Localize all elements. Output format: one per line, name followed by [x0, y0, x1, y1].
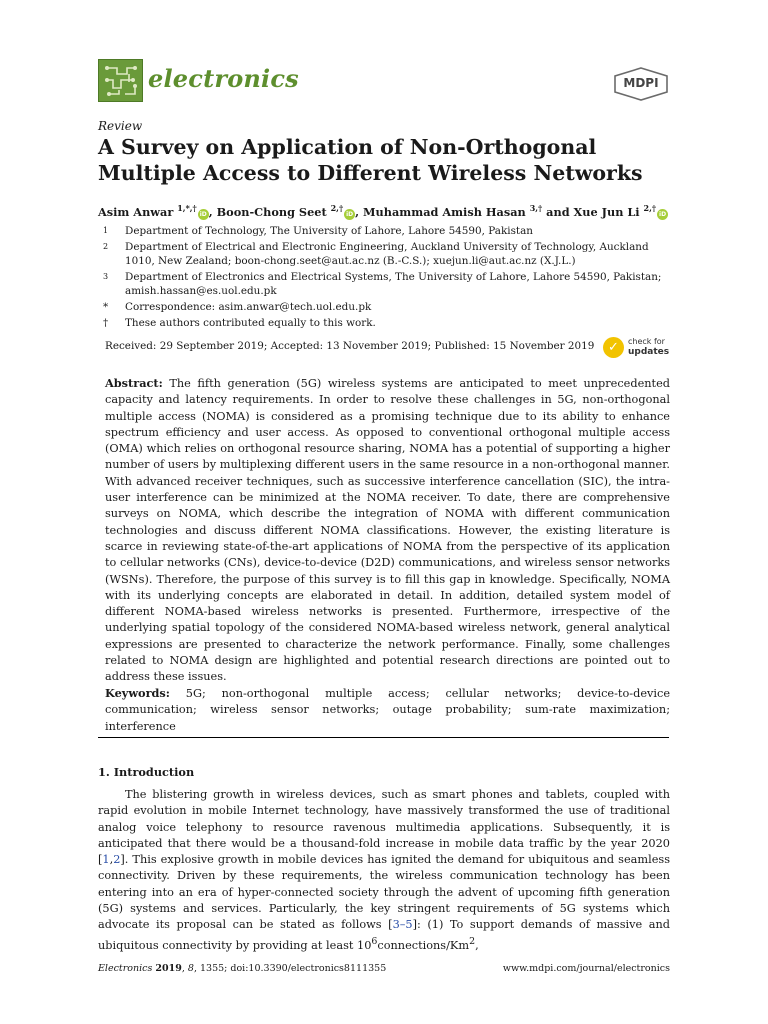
intro-text: ]: (1) To support demands of massive and ubiquitous connectivity by providing at least 10	[98, 918, 670, 952]
check-updates-icon: ✓	[603, 337, 624, 358]
author-separator: ,	[208, 204, 213, 219]
correspondence-text[interactable]: Correspondence: asim.anwar@tech.uol.edu.pk	[125, 301, 372, 314]
author-and: and	[546, 204, 570, 219]
circuit-logo-icon	[99, 60, 142, 101]
author-list	[98, 203, 698, 220]
author-name: Asim Anwar	[98, 204, 174, 219]
author-affiliation-marks: 3,†	[529, 203, 543, 213]
affiliation-mark: 1	[103, 226, 109, 235]
publication-dates: Received: 29 September 2019; Accepted: 13 November 2019; Published: 15 November 2019	[105, 340, 595, 352]
check-updates-line2: updates	[628, 346, 670, 357]
footer-volume: 8	[187, 963, 194, 974]
abstract	[105, 375, 670, 686]
keywords-text: 5G; non-orthogonal multiple access; cellular networks; device-to-device communication; wireless sensor networks; outage probability; sum-rate maximization; interference	[105, 687, 671, 733]
author-affiliation-marks: 1,*,†	[177, 203, 197, 213]
section-heading: 1. Introduction	[98, 765, 195, 779]
affiliation-mark: 3	[103, 272, 109, 281]
check-updates-text	[628, 337, 669, 357]
affiliation-mark: †	[103, 317, 109, 329]
keywords	[105, 685, 670, 735]
author-separator: ,	[355, 204, 360, 219]
author-name: Muhammad Amish Hasan	[363, 204, 526, 219]
section-divider	[98, 737, 669, 738]
affiliation-mark: *	[103, 301, 109, 314]
intro-paragraph	[98, 787, 670, 954]
abstract-label: Abstract:	[105, 376, 163, 390]
footer-doi: , 1355; doi:10.3390/electronics8111355	[193, 963, 387, 974]
page-title: A Survey on Application of Non-Orthogonal Multiple Access to Different Wireless Networks	[98, 135, 643, 185]
mdpi-logo	[613, 67, 669, 101]
publisher-name: MDPI	[623, 76, 659, 90]
footer-journal: Electronics	[98, 963, 153, 974]
citation-link[interactable]: 1	[102, 853, 110, 867]
check-updates-line1: check for	[628, 337, 665, 346]
affiliation-item	[98, 270, 673, 299]
article-type: Review	[98, 119, 143, 133]
superscript: 2	[469, 935, 476, 947]
keywords-label: Keywords:	[105, 686, 170, 700]
footer-url[interactable]: www.mdpi.com/journal/electronics	[502, 963, 670, 974]
intro-text: ,	[475, 938, 479, 952]
orcid-icon[interactable]: iD	[346, 210, 354, 218]
equal-contribution-text: These authors contributed equally to this work.	[125, 317, 376, 329]
affiliation-text: Department of Technology, The University of Lahore, Lahore 54590, Pakistan	[125, 225, 533, 237]
abstract-text: The fifth generation (5G) wireless systems are anticipated to meet unprecedented capacity and latency requirements. In order to resolve these challenges in 5G, non-orthogonal multiple access (NOMA) is considered as a promising technique due to its ability to enhance spectrum efficiency and user access. As opposed to conventional orthogonal multiple access (OMA) which relies on orthogonal resource sharing, NOMA has a potential of supporting a higher number of users by multiplexing different users in the same resource in a non-orthogonal manner. With advanced receiver techniques, such as successive interference cancellation (SIC), the intra-user interference can be minimized at the NOMA receiver. To date, there are comprehensive surveys on NOMA, which describe the integration of NOMA with different communication technologies and discuss different NOMA classifications. However, the existing literature is scarce in reviewing state-of-the-art applications of NOMA from the perspective of its application to cellular networks (CNs), device-to-device (D2D) communications, and wireless sensor networks (WSNs). Therefore, the purpose of this survey is to fill this gap in knowledge. Specifically, NOMA with its underlying concepts are elaborated in detail. In addition, detailed system model of different NOMA-based wireless networks is presented. Furthermore, irrespective of the underlying spatial topology of the considered NOMA-based wireless network, general analytical expressions are presented to characterize the network performance. Finally, some challenges related to NOMA design are highlighted and potential research directions are pointed out to address these issues.	[105, 377, 670, 684]
author-name: Xue Jun Li	[573, 204, 640, 219]
affiliation-text: Department of Electronics and Electrical Systems, The University of Lahore, Lahore 54590, Pakistan; amish.hassan@es.uol.edu.pk	[125, 271, 662, 298]
author-affiliation-marks: 2,†	[643, 203, 657, 213]
journal-name: electronics	[148, 64, 299, 93]
affiliation-item	[98, 240, 673, 269]
author-affiliation-marks: 2,†	[330, 203, 344, 213]
citation-separator: ,	[109, 853, 114, 867]
intro-text: connections/Km	[377, 938, 470, 952]
equal-contribution-note	[98, 316, 673, 330]
correspondence-item	[98, 300, 673, 314]
author-name: Boon-Chong Seet	[216, 204, 327, 219]
footer-citation: Electronics 2019, 8, 1355; doi:10.3390/electronics8111355	[98, 963, 387, 974]
citation-link[interactable]: 3–5	[392, 918, 413, 932]
orcid-icon[interactable]: iD	[659, 210, 667, 218]
journal-logo	[98, 59, 143, 102]
affiliation-text: Department of Electrical and Electronic Engineering, Auckland University of Technology, Auckland 1010, New Zealand; boon-chong.seet@aut.ac.nz (B.-C.S.); xuejun.li@aut.ac.nz (X.J.L.)	[125, 240, 649, 268]
affiliation-list	[98, 224, 673, 332]
affiliation-mark: 2	[103, 241, 109, 251]
orcid-icon[interactable]: iD	[199, 210, 207, 218]
superscript: 6	[371, 935, 378, 947]
citation-link[interactable]: 2	[113, 853, 121, 867]
intro-text: ]. This explosive growth in mobile devices has ignited the demand for ubiquitous and seamless connectivity. Driven by these requirements, the wireless communication technology has been entering into an era of hyper-connected society through the advent of upcoming fifth generation (5G) systems and services. Particularly, the key stringent requirements of 5G systems which advocate its proposal can be stated as follows [	[98, 853, 670, 932]
intro-text: The blistering growth in wireless devices, such as smart phones and tablets, coupled with rapid evolution in mobile Internet technology, have massively transformed the use of traditional analog voice telephony to resource ravenous multimedia applications. Subsequently, it is anticipated that there would be a thousand-fold increase in mobile data traffic by the year 2020 [	[98, 788, 670, 867]
footer-year: 2019	[155, 963, 182, 974]
affiliation-item	[98, 224, 673, 238]
check-for-updates-badge[interactable]	[603, 337, 675, 359]
